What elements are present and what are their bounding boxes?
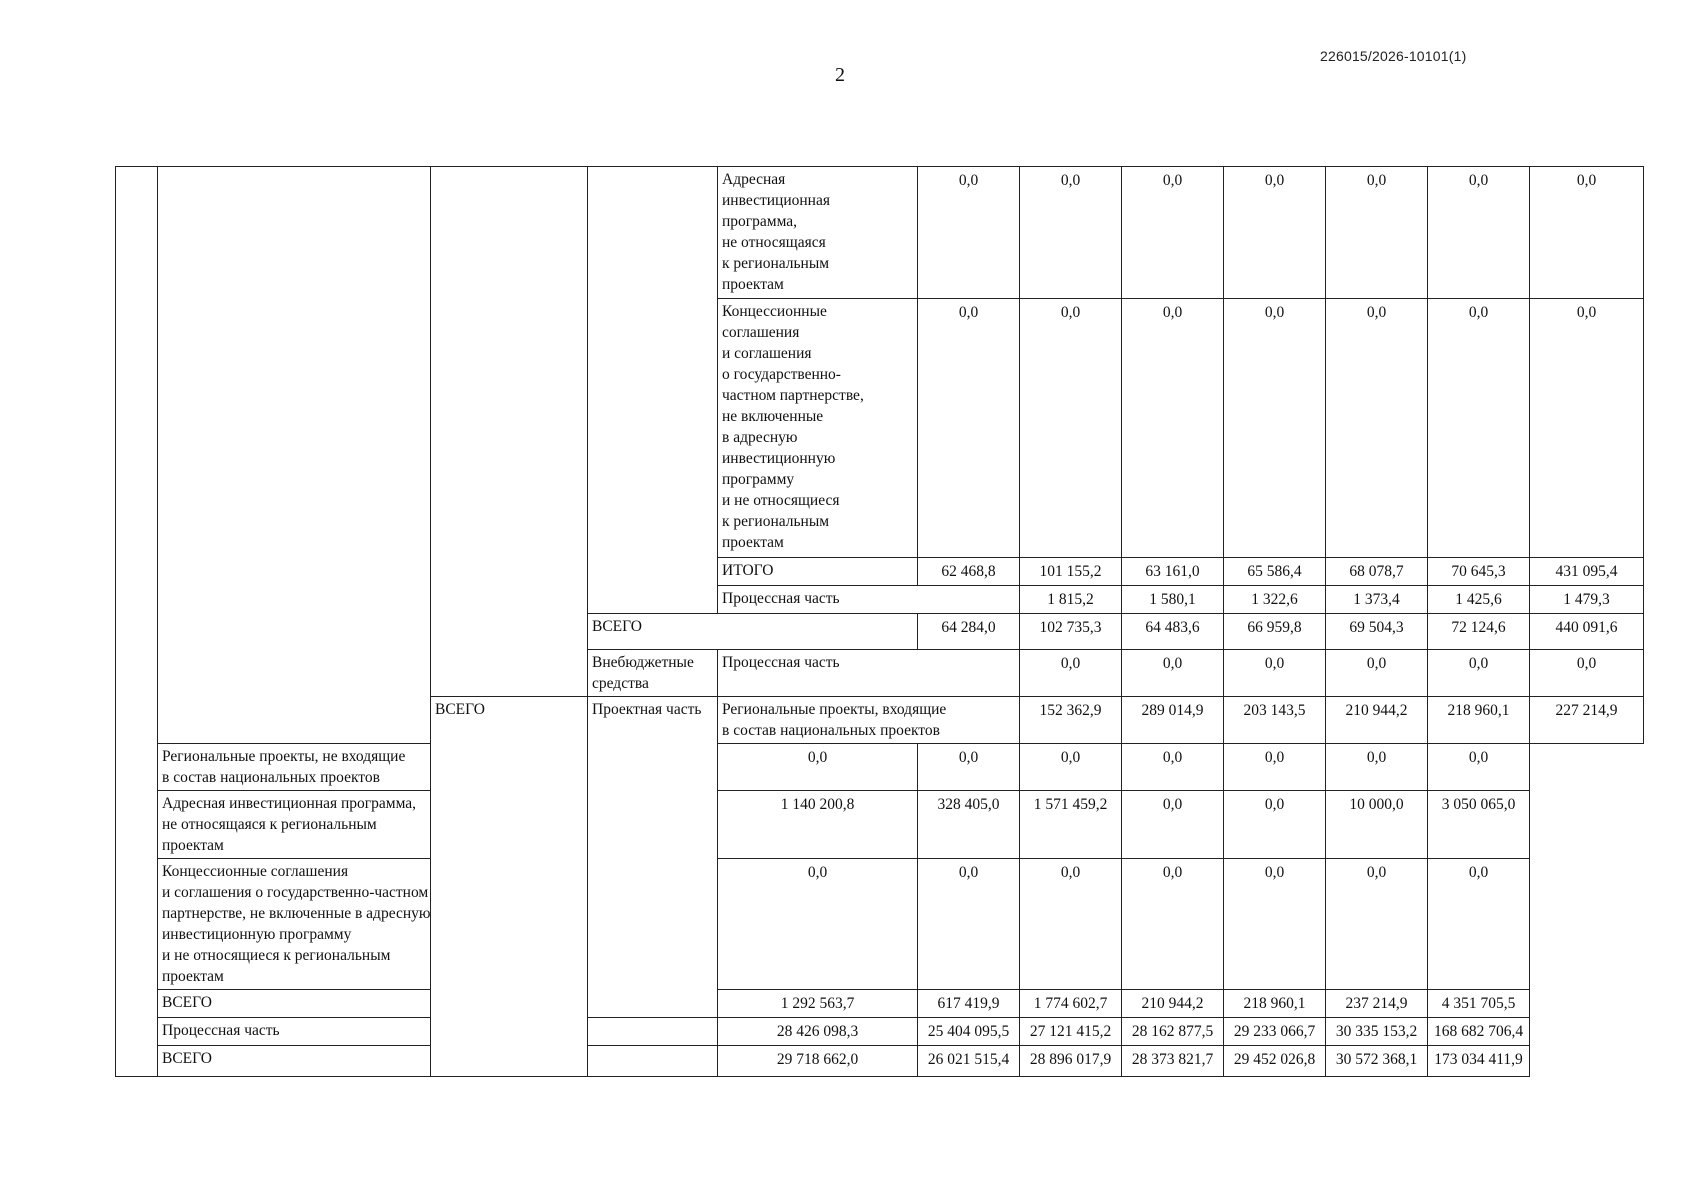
value-cell: 3 050 065,0 xyxy=(1428,791,1530,859)
value-cell: 289 014,9 xyxy=(1122,697,1224,744)
row-label: Концессионные соглашения и соглашения о государственно-частном партнерстве, не включенные в адресную инвестиционную программу и не относящиеся к региональным проектам xyxy=(158,859,588,990)
value-cell: 10 000,0 xyxy=(1326,791,1428,859)
value-cell: 29 452 026,8 xyxy=(1224,1046,1326,1077)
value-cell: 1 571 459,2 xyxy=(1020,791,1122,859)
value-cell: 0,0 xyxy=(1020,859,1122,990)
value-cell: 29 718 662,0 xyxy=(718,1046,918,1077)
table-row xyxy=(116,1046,1644,1077)
value-cell: 68 078,7 xyxy=(1326,558,1428,586)
value-cell: 102 735,3 xyxy=(1020,614,1122,650)
value-cell: 62 468,8 xyxy=(918,558,1020,586)
value-cell: 0,0 xyxy=(1224,791,1326,859)
value-cell: 101 155,2 xyxy=(1020,558,1122,586)
value-cell: 0,0 xyxy=(718,859,918,990)
value-cell: 0,0 xyxy=(1122,650,1224,697)
value-cell: 168 682 706,4 xyxy=(1428,1018,1530,1046)
value-cell: 210 944,2 xyxy=(1326,697,1428,744)
row-label: Региональные проекты, не входящие в состав национальных проектов xyxy=(158,744,588,791)
value-cell: 617 419,9 xyxy=(918,990,1020,1018)
value-cell: 0,0 xyxy=(1224,744,1326,791)
value-cell: 64 483,6 xyxy=(1122,614,1224,650)
row-label: Концессионные соглашения и соглашения о государственно- частном партнерстве, не включенные в адресную инвестиционную программу и не относящиеся к региональным проектам xyxy=(718,299,918,558)
value-cell: 25 404 095,5 xyxy=(918,1018,1020,1046)
value-cell: 28 896 017,9 xyxy=(1020,1046,1122,1077)
value-cell: 218 960,1 xyxy=(1428,697,1530,744)
row-label: Процессная часть xyxy=(158,1018,718,1046)
value-cell: 237 214,9 xyxy=(1326,990,1428,1018)
value-cell: 0,0 xyxy=(718,744,918,791)
value-cell: 0,0 xyxy=(1122,299,1224,558)
value-cell: 218 960,1 xyxy=(1224,990,1326,1018)
value-cell: 29 233 066,7 xyxy=(1224,1018,1326,1046)
value-cell: 1 815,2 xyxy=(1020,586,1122,614)
value-cell: 440 091,6 xyxy=(1530,614,1644,650)
value-cell: 27 121 415,2 xyxy=(1020,1018,1122,1046)
row-label: Проектная часть xyxy=(588,697,718,1018)
value-cell: 0,0 xyxy=(1020,744,1122,791)
row-label: Процессная часть xyxy=(718,650,1020,697)
funding-table xyxy=(115,166,1644,1077)
value-cell: 0,0 xyxy=(1428,299,1530,558)
row-label: Адресная инвестиционная программа, не относящаяся к региональным проектам xyxy=(158,791,588,859)
value-cell: 0,0 xyxy=(1122,791,1224,859)
value-cell: 0,0 xyxy=(1224,859,1326,990)
row-label: ВСЕГО xyxy=(588,614,918,650)
value-cell: 328 405,0 xyxy=(918,791,1020,859)
value-cell: 0,0 xyxy=(1122,859,1224,990)
value-cell: 1 292 563,7 xyxy=(718,990,918,1018)
value-cell: 0,0 xyxy=(1122,744,1224,791)
value-cell: 0,0 xyxy=(1020,167,1122,299)
value-cell: 203 143,5 xyxy=(1224,697,1326,744)
value-cell: 28 162 877,5 xyxy=(1122,1018,1224,1046)
value-cell: 0,0 xyxy=(918,744,1020,791)
document-id: 226015/2026-10101(1) xyxy=(1320,48,1467,64)
row-label: Внебюджетные средства xyxy=(588,650,718,697)
source-cell-empty xyxy=(431,167,588,697)
table-row xyxy=(116,1018,1644,1046)
value-cell: 0,0 xyxy=(1530,299,1644,558)
value-cell: 30 572 368,1 xyxy=(1326,1046,1428,1077)
value-cell: 0,0 xyxy=(1326,650,1428,697)
value-cell: 431 095,4 xyxy=(1530,558,1644,586)
value-cell: 65 586,4 xyxy=(1224,558,1326,586)
value-cell: 1 140 200,8 xyxy=(718,791,918,859)
value-cell: 1 322,6 xyxy=(1224,586,1326,614)
row-label: ИТОГО xyxy=(718,558,918,586)
name-cell-empty xyxy=(158,167,431,744)
value-cell: 1 479,3 xyxy=(1530,586,1644,614)
table-row xyxy=(116,859,1644,990)
value-cell: 28 426 098,3 xyxy=(718,1018,918,1046)
value-cell: 0,0 xyxy=(1530,167,1644,299)
value-cell: 63 161,0 xyxy=(1122,558,1224,586)
value-cell: 210 944,2 xyxy=(1122,990,1224,1018)
value-cell: 1 774 602,7 xyxy=(1020,990,1122,1018)
value-cell: 0,0 xyxy=(918,859,1020,990)
value-cell: 1 580,1 xyxy=(1122,586,1224,614)
value-cell: 72 124,6 xyxy=(1428,614,1530,650)
value-cell: 28 373 821,7 xyxy=(1122,1046,1224,1077)
row-label: ВСЕГО xyxy=(158,990,588,1018)
table-row xyxy=(116,167,1644,299)
row-label: Адресная инвестиционная программа, не относящаяся к региональным проектам xyxy=(718,167,918,299)
value-cell: 152 362,9 xyxy=(1020,697,1122,744)
part-cell-empty xyxy=(588,167,718,614)
value-cell: 0,0 xyxy=(1020,650,1122,697)
value-cell: 173 034 411,9 xyxy=(1428,1046,1530,1077)
value-cell: 0,0 xyxy=(1326,744,1428,791)
page-number: 2 xyxy=(835,64,845,86)
row-label: ВСЕГО xyxy=(431,697,588,1077)
table-row xyxy=(116,744,1644,791)
value-cell: 1 373,4 xyxy=(1326,586,1428,614)
value-cell: 0,0 xyxy=(1428,167,1530,299)
value-cell: 0,0 xyxy=(1428,744,1530,791)
value-cell: 227 214,9 xyxy=(1530,697,1644,744)
value-cell: 0,0 xyxy=(1530,650,1644,697)
value-cell: 26 021 515,4 xyxy=(918,1046,1020,1077)
row-label: Региональные проекты, входящие в состав национальных проектов xyxy=(718,697,1020,744)
value-cell: 70 645,3 xyxy=(1428,558,1530,586)
value-cell: 69 504,3 xyxy=(1326,614,1428,650)
value-cell: 0,0 xyxy=(1224,167,1326,299)
value-cell: 4 351 705,5 xyxy=(1428,990,1530,1018)
table-row xyxy=(116,791,1644,859)
value-cell: 0,0 xyxy=(1326,859,1428,990)
value-cell: 66 959,8 xyxy=(1224,614,1326,650)
table-row xyxy=(116,990,1644,1018)
value-cell: 0,0 xyxy=(918,299,1020,558)
value-cell: 1 425,6 xyxy=(1428,586,1530,614)
value-cell: 0,0 xyxy=(1020,299,1122,558)
value-cell: 0,0 xyxy=(1224,299,1326,558)
value-cell: 30 335 153,2 xyxy=(1326,1018,1428,1046)
number-column xyxy=(116,167,158,1077)
value-cell: 0,0 xyxy=(918,167,1020,299)
value-cell: 0,0 xyxy=(1428,650,1530,697)
value-cell: 0,0 xyxy=(1326,299,1428,558)
value-cell: 64 284,0 xyxy=(918,614,1020,650)
row-label: Процессная часть xyxy=(718,586,1020,614)
value-cell: 0,0 xyxy=(1428,859,1530,990)
row-label: ВСЕГО xyxy=(158,1046,718,1077)
value-cell: 0,0 xyxy=(1122,167,1224,299)
value-cell: 0,0 xyxy=(1326,167,1428,299)
value-cell: 0,0 xyxy=(1224,650,1326,697)
